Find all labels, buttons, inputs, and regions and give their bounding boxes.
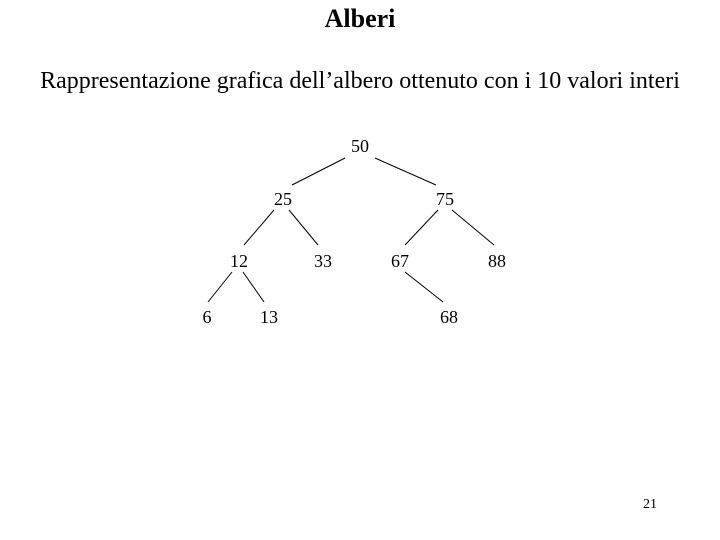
slide-title: Alberi [324,4,396,33]
tree-node-88: 88 [488,251,506,271]
tree-node-25: 25 [274,189,292,209]
tree-node-33: 33 [314,251,332,271]
tree-node-68: 68 [440,307,458,327]
tree-edge-67-68 [405,272,443,302]
tree-node-50: 50 [351,136,369,156]
tree-edge-25-33 [289,210,318,245]
tree-node-6: 6 [202,307,212,327]
tree-edge-75-67 [405,210,438,245]
slide-subtitle: Rappresentazione grafica dell’albero ottenuto con i 10 valori interi [40,68,680,94]
tree-node-13: 13 [260,307,278,327]
tree-node-12: 12 [230,251,248,271]
tree-node-67: 67 [391,251,409,271]
tree-edge-25-12 [244,210,274,245]
page-number: 21 [643,497,657,512]
tree-edge-50-25 [292,158,345,185]
tree-edge-75-88 [452,210,494,245]
tree-edge-50-75 [375,158,436,185]
tree-edge-12-13 [243,272,264,302]
tree-edge-12-6 [208,272,232,302]
tree-node-75: 75 [436,189,454,209]
